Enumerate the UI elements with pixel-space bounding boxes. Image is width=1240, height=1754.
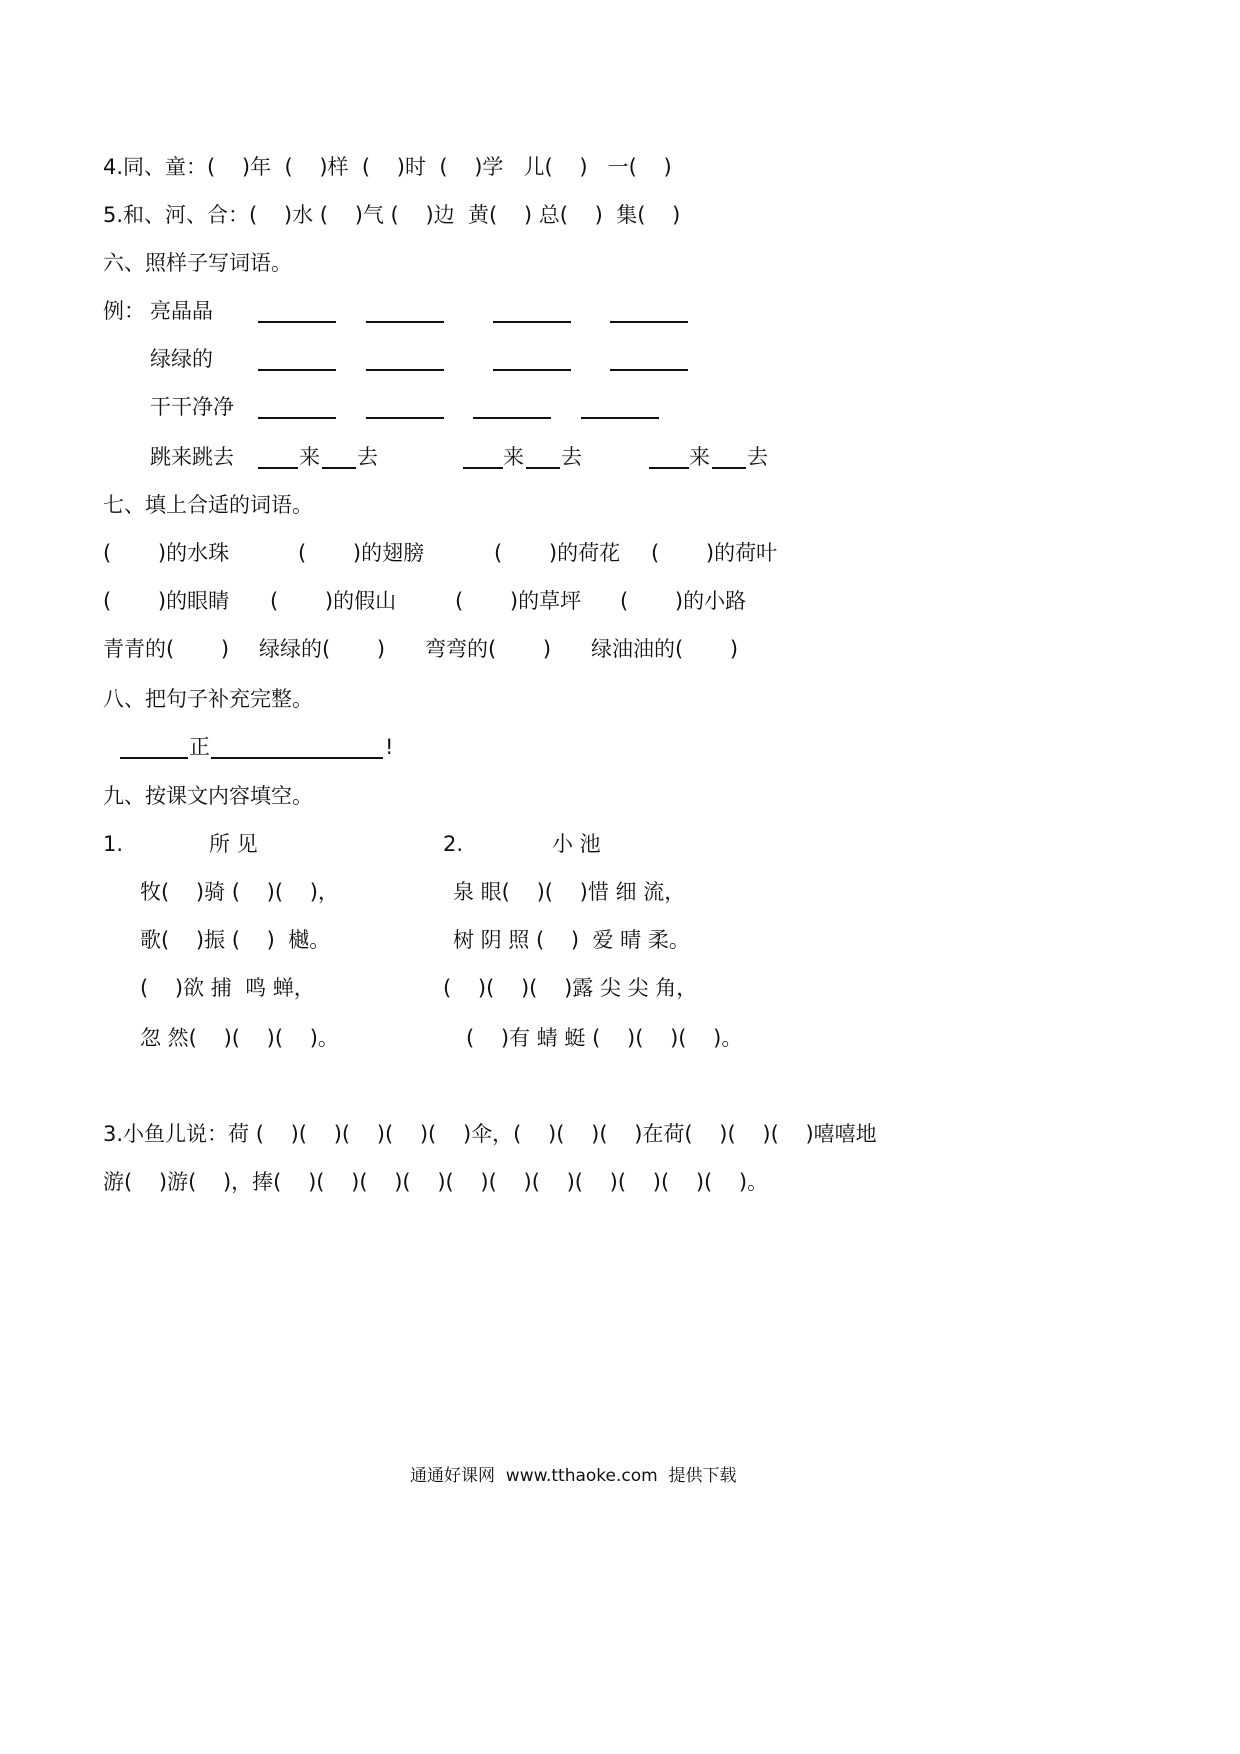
qu-char: 去 [561, 445, 582, 469]
poem-2-number: 2. [443, 832, 464, 856]
fill-item: 绿油油的( ) [591, 637, 739, 661]
section-8-title: 八、把句子补充完整。 [103, 687, 313, 711]
poem-2-line: ( )( )( )露 尖 尖 角， [443, 976, 698, 1000]
question-5: 5.和、河、合：( )水 ( )气 ( )边 黄( ) 总( ) 集( ) [103, 203, 681, 227]
qu-char: 去 [747, 445, 768, 469]
section-7-title: 七、填上合适的词语。 [103, 493, 313, 517]
answer-blank[interactable] [581, 395, 659, 419]
answer-blank[interactable] [258, 395, 336, 419]
exclamation-mark: ! [385, 735, 394, 759]
answer-blank[interactable] [493, 347, 571, 371]
lai-char: 来 [689, 445, 710, 469]
fill-item: 绿绿的( ) [259, 637, 386, 661]
answer-blank[interactable] [473, 395, 551, 419]
answer-blank[interactable] [322, 445, 356, 469]
section-6-title: 六、照样子写词语。 [103, 251, 292, 275]
qu-char: 去 [357, 445, 378, 469]
answer-blank[interactable] [649, 445, 689, 469]
poem-2-line: ( )有 蜻 蜓 ( )( )( )。 [466, 1026, 743, 1050]
poem-1-line: 忽 然( )( )( )。 [140, 1026, 339, 1050]
fill-item: ( )的荷叶 [651, 541, 778, 565]
fill-item: ( )的荷花 [494, 541, 621, 565]
poem-1-line: 牧( )骑 ( )( )， [140, 880, 339, 904]
answer-blank[interactable] [712, 445, 746, 469]
example-word-4: 跳来跳去 [150, 445, 234, 469]
answer-blank[interactable] [526, 445, 560, 469]
poem-1-line: ( )欲 捕 鸣 蝉， [140, 976, 315, 1000]
answer-blank[interactable] [258, 299, 336, 323]
page-footer: 通通好课网 www.tthaoke.com 提供下载 [410, 1466, 737, 1486]
question-3-line-2: 游( )游( )，捧( )( )( )( )( )( )( )( )( )( )( )。 [103, 1170, 769, 1194]
section-9-title: 九、按课文内容填空。 [103, 784, 313, 808]
fill-item: 弯弯的( ) [425, 637, 552, 661]
poem-2-line: 树 阴 照 ( ) 爱 晴 柔。 [453, 928, 690, 952]
example-word-2: 绿绿的 [150, 347, 213, 371]
answer-blank[interactable] [463, 445, 503, 469]
answer-blank[interactable] [610, 347, 688, 371]
fill-item: ( )的翅膀 [298, 541, 425, 565]
example-label: 例： [103, 299, 145, 323]
lai-char: 来 [299, 445, 320, 469]
fill-item: 青青的( ) [103, 637, 230, 661]
answer-blank[interactable] [258, 347, 336, 371]
answer-blank[interactable] [493, 299, 571, 323]
lai-char: 来 [503, 445, 524, 469]
answer-blank[interactable] [366, 395, 444, 419]
zheng-char: 正 [189, 735, 210, 759]
poem-1-line: 歌( )振 ( ) 樾。 [140, 928, 331, 952]
answer-blank[interactable] [258, 445, 298, 469]
fill-item: ( )的小路 [620, 589, 747, 613]
fill-item: ( )的假山 [270, 589, 397, 613]
answer-blank[interactable] [211, 735, 383, 759]
question-3-line-1: 3.小鱼儿说：荷 ( )( )( )( )( )伞，( )( )( )在荷( )( )( )嘻嘻地 [103, 1122, 877, 1146]
question-4: 4.同、童：( )年 ( )样 ( )时 ( )学 儿( ) 一( ) [103, 155, 672, 179]
answer-blank[interactable] [366, 299, 444, 323]
answer-blank[interactable] [120, 735, 188, 759]
poem-2-line: 泉 眼( )( )惜 细 流， [453, 880, 686, 904]
fill-item: ( )的草坪 [455, 589, 582, 613]
poem-2-title: 小 池 [552, 832, 601, 856]
fill-item: ( )的眼睛 [103, 589, 230, 613]
poem-1-title: 所 见 [209, 832, 258, 856]
example-word-3: 干干净净 [150, 395, 234, 419]
answer-blank[interactable] [610, 299, 688, 323]
poem-1-number: 1. [103, 832, 124, 856]
example-word-1: 亮晶晶 [150, 299, 213, 323]
fill-item: ( )的水珠 [103, 541, 230, 565]
answer-blank[interactable] [366, 347, 444, 371]
